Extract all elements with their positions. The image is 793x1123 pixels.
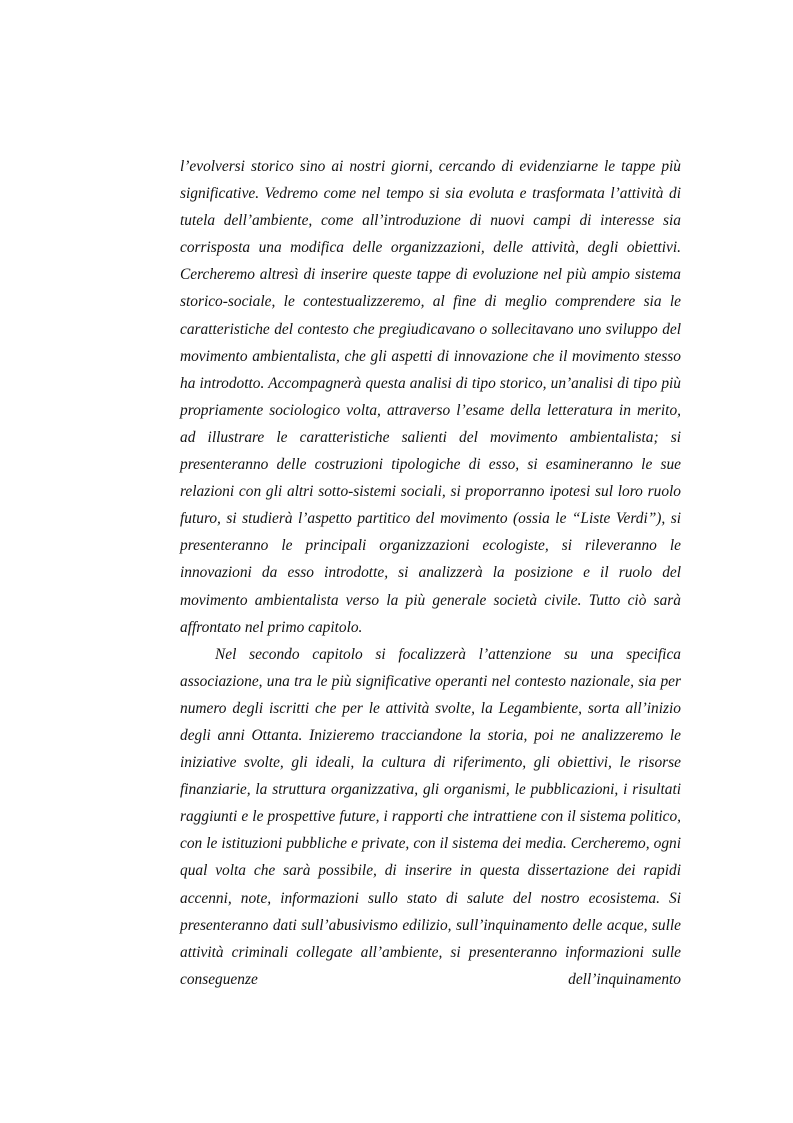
body-text <box>180 153 681 993</box>
paragraph-second-chapter-overview: Nel secondo capitolo si focalizzerà l’attenzione su una specifica associazione, una tra le più significative operanti nel contesto nazionale, sia per numero degli iscritti che per le attività svolte, la Legambiente, sorta all’inizio degli anni Ottanta. Inizieremo tracciandone la storia, poi ne analizzeremo le iniziative svolte, gli ideali, la cultura di riferimento, gli obiettivi, le risorse finanziarie, la struttura organizzativa, gli organismi, le pubblicazioni, i risultati raggiunti e le prospettive future, i rapporti che intrattiene con il sistema politico, con le istituzioni pubbliche e private, con il sistema dei media. Cercheremo, ogni qual volta che sarà possibile, di inserire in questa dissertazione dei rapidi accenni, note, informazioni sullo stato di salute del nostro ecosistema. Si presenteranno dati sull’abusivismo edilizio, sull’inquinamento delle acque, sulle attività criminali collegate all’ambiente, si presenteranno informazioni sulle conseguenze dell’inquinamento <box>180 645 681 988</box>
paragraph-first-chapter-overview: l’evolversi storico sino ai nostri giorni, cercando di evidenziarne le tappe più significative. Vedremo come nel tempo si sia evoluta e trasformata l’attività di tutela dell’ambiente, come all’introduzione di nuovi campi di interesse sia corrisposta una modifica delle organizzazioni, delle attività, degli obiettivi. Cercheremo altresì di inserire queste tappe di evoluzione nel più ampio sistema storico-sociale, le contestualizzeremo, al fine di meglio comprendere sia le caratteristiche del contesto che pregiudicavano o sollecitavano uno sviluppo del movimento ambientalista, che gli aspetti di innovazione che il movimento stesso ha introdotto. Accompagnerà questa analisi di tipo storico, un’analisi di tipo più propriamente sociologico volta, attraverso l’esame della letteratura in merito, ad illustrare le caratteristiche salienti del movimento ambientalista; si presenteranno delle costruzioni tipologiche di esso, si esamineranno le sue relazioni con gli altri sotto-sistemi sociali, si proporranno ipotesi sul loro ruolo futuro, si studierà l’aspetto partitico del movimento (ossia le “Liste Verdi”), si presenteranno le principali organizzazioni ecologiste, si rileveranno le innovazioni da esso introdotte, si analizzerà la posizione e il ruolo del movimento ambientalista verso la più generale società civile. Tutto ciò sarà affrontato nel primo capitolo. <box>180 158 681 636</box>
